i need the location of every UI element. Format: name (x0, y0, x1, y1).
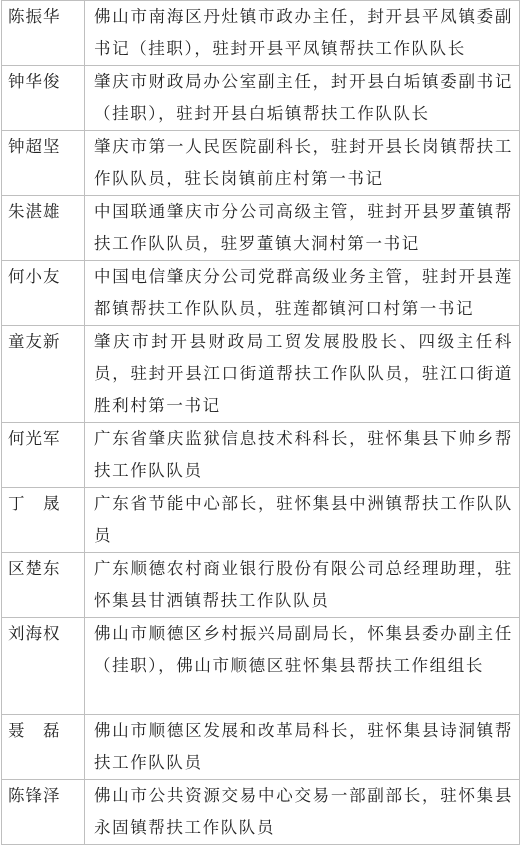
person-position: 佛山市顺德区发展和改革局科长，驻怀集县诗洞镇帮扶工作队队员 (85, 715, 520, 780)
table-row (2, 715, 520, 780)
person-name: 区楚东 (2, 553, 85, 618)
person-name: 刘海权 (2, 618, 85, 715)
person-name: 钟超坚 (2, 131, 85, 196)
person-name: 钟华俊 (2, 66, 85, 131)
table-row (2, 326, 520, 423)
person-position: 广东顺德农村商业银行股份有限公司总经理助理，驻怀集县甘洒镇帮扶工作队队员 (85, 553, 520, 618)
person-name: 何光军 (2, 423, 85, 488)
person-position: 肇庆市财政局办公室副主任，封开县白垢镇委副书记（挂职），驻封开县白垢镇帮扶工作队队长 (85, 66, 520, 131)
table-row (2, 618, 520, 715)
person-name: 何小友 (2, 261, 85, 326)
person-position: 广东省节能中心部长，驻怀集县中洲镇帮扶工作队队员 (85, 488, 520, 553)
person-position: 佛山市公共资源交易中心交易一部副部长，驻怀集县永固镇帮扶工作队队员 (85, 780, 520, 845)
person-position: 佛山市顺德区乡村振兴局副局长，怀集县委办副主任（挂职），佛山市顺德区驻怀集县帮扶工作组组长 (85, 618, 520, 715)
table-row (2, 488, 520, 553)
person-position: 肇庆市封开县财政局工贸发展股股长、四级主任科员，驻封开县江口街道帮扶工作队队员，驻江口街道胜利村第一书记 (85, 326, 520, 423)
person-name: 陈锋泽 (2, 780, 85, 845)
table-row (2, 1, 520, 66)
table-row (2, 131, 520, 196)
personnel-table (1, 0, 520, 845)
table-row (2, 196, 520, 261)
table-row (2, 423, 520, 488)
person-position: 佛山市南海区丹灶镇市政办主任，封开县平凤镇委副书记（挂职），驻封开县平凤镇帮扶工作队队长 (85, 1, 520, 66)
person-name: 童友新 (2, 326, 85, 423)
person-position: 广东省肇庆监狱信息技术科科长，驻怀集县下帅乡帮扶工作队队员 (85, 423, 520, 488)
person-name: 陈振华 (2, 1, 85, 66)
person-position: 中国联通肇庆市分公司高级主管，驻封开县罗董镇帮扶工作队队员，驻罗董镇大洞村第一书记 (85, 196, 520, 261)
person-name: 朱湛雄 (2, 196, 85, 261)
table-row (2, 780, 520, 845)
table-row (2, 553, 520, 618)
person-name: 聂 磊 (2, 715, 85, 780)
person-position: 肇庆市第一人民医院副科长，驻封开县长岗镇帮扶工作队队员，驻长岗镇前庄村第一书记 (85, 131, 520, 196)
person-position: 中国电信肇庆分公司党群高级业务主管，驻封开县莲都镇帮扶工作队队员，驻莲都镇河口村第一书记 (85, 261, 520, 326)
person-name: 丁 晟 (2, 488, 85, 553)
table-row (2, 261, 520, 326)
table-row (2, 66, 520, 131)
